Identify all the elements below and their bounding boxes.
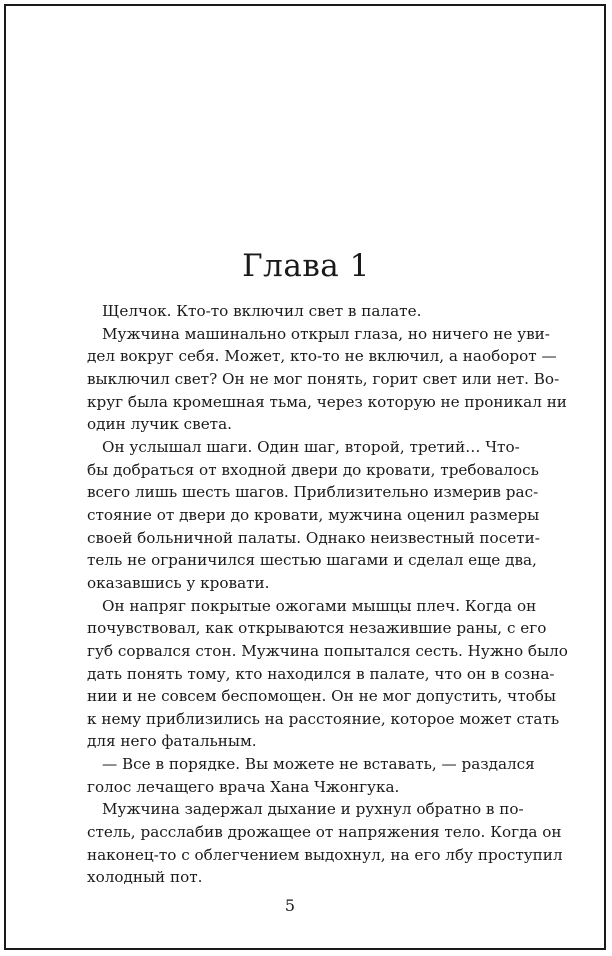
text-line: бы добраться от входной двери до кровати, требовалось [87,460,539,479]
text-line: своей больничной палаты. Однако неизвестный посети- [87,528,540,547]
chapter-text [87,300,568,889]
text-line: оказавшись у кровати. [87,573,270,592]
text-line: Мужчина задержал дыхание и рухнул обратно в по- [102,800,524,819]
text-line: губ сорвался стон. Мужчина попытался сесть. Нужно было [87,641,568,660]
text-line: Щелчок. Кто-то включил свет в палате. [102,302,422,320]
text-line: дать понять тому, кто находился в палате, что он в созна- [87,664,555,683]
text-line: к нему приблизились на расстояние, которое может стать [87,709,560,728]
text-line: наконец-то с облегчением выдохнул, на его лбу проступил [87,845,563,864]
paragraph-6 [87,798,563,889]
text-line: Он услышал шаги. Один шаг, второй, третий… Что- [102,437,520,456]
text-line: Он напряг покрытые ожогами мышцы плеч. Когда он [102,596,537,615]
text-line: стояние от двери до кровати, мужчина оценил размеры [87,505,540,524]
paragraph-4 [87,595,568,754]
text-line: холодный пот. [87,868,203,887]
text-line: дел вокруг себя. Может, кто-то не включил, а наоборот — [87,347,557,366]
text-line: стель, расслабив дрожащее от напряжения тело. Когда он [87,823,562,842]
text-line: — Все в порядке. Вы можете не вставать, — раздался [102,755,535,774]
paragraph-2 [87,323,567,436]
page-number: 5 [284,896,296,915]
chapter-title: Глава 1 [242,248,370,284]
paragraph-1 [87,300,519,323]
text-line: нии и не совсем беспомощен. Он не мог допустить, чтобы [87,687,556,706]
text-line: почувствовал, как открываются незажившие раны, с его [87,619,547,638]
text-line: один лучик света. [87,415,232,434]
text-line: голос лечащего врача Хана Чжонгука. [87,777,400,796]
paragraph-5 [87,753,535,798]
text-line: тель не ограничился шестью шагами и сделал еще два, [87,551,537,570]
text-line: для него фатальным. [87,732,257,751]
text-line: всего лишь шесть шагов. Приблизительно измерив рас- [87,483,539,502]
text-line: Мужчина машинально открыл глаза, но ничего не уви- [102,324,550,343]
text-line: круг была кромешная тьма, через которую не проникал ни [87,392,567,411]
paragraph-3 [87,436,540,595]
text-line: выключил свет? Он не мог понять, горит свет или нет. Во- [87,369,560,388]
